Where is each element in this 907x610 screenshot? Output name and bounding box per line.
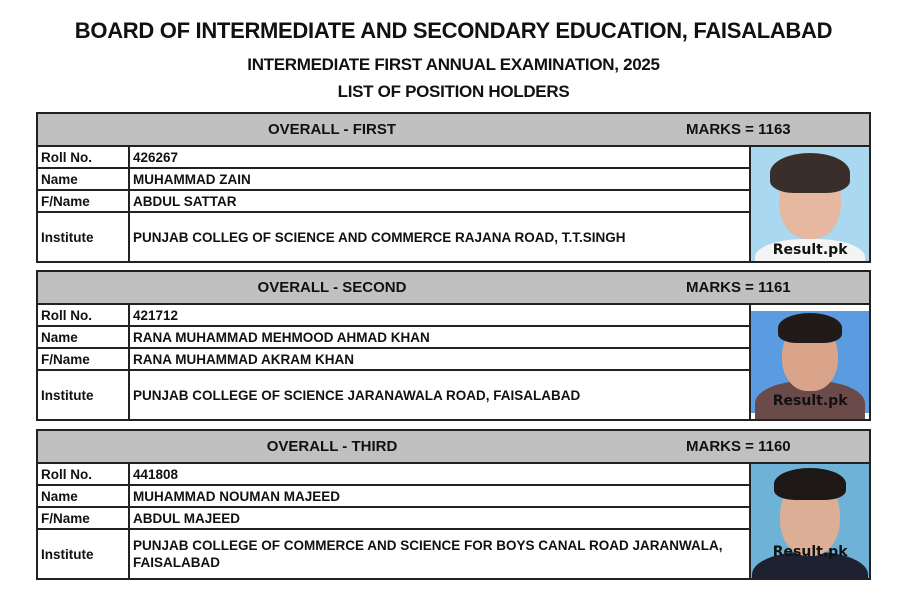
roll-value: 441808 xyxy=(133,466,179,482)
institute-value: PUNJAB COLLEGE OF COMMERCE AND SCIENCE FOR BOYS CANAL ROAD JARANWALA, FAISALABAD xyxy=(133,538,723,570)
fname-row xyxy=(38,508,749,530)
position-header xyxy=(38,272,869,305)
roll-row xyxy=(38,147,749,169)
roll-label: Roll No. xyxy=(38,305,130,325)
fname-row xyxy=(38,349,749,371)
exam-title: INTERMEDIATE FIRST ANNUAL EXAMINATION, 2025 xyxy=(247,55,660,74)
marks: MARKS = 1160 xyxy=(686,438,791,455)
position-card-third xyxy=(36,429,871,580)
position-title: OVERALL - THIRD xyxy=(266,438,398,455)
roll-row xyxy=(38,464,749,486)
marks: MARKS = 1163 xyxy=(686,121,791,138)
institute-row xyxy=(38,213,749,261)
name-value: MUHAMMAD NOUMAN MAJEED xyxy=(133,488,340,504)
roll-label: Roll No. xyxy=(38,464,130,484)
institute-row xyxy=(38,530,749,578)
list-title: LIST OF POSITION HOLDERS xyxy=(337,82,570,101)
position-card-second xyxy=(36,270,871,421)
position-header xyxy=(38,114,869,147)
watermark-text: Result.pk xyxy=(772,242,848,258)
institute-label: Institute xyxy=(38,371,130,419)
name-row xyxy=(38,486,749,508)
institute-value: PUNJAB COLLEG OF SCIENCE AND COMMERCE RAJANA ROAD, T.T.SINGH xyxy=(133,229,626,245)
board-title: BOARD OF INTERMEDIATE AND SECONDARY EDUCATION, FAISALABAD xyxy=(74,18,833,43)
position-title: OVERALL - FIRST xyxy=(267,121,397,138)
name-label: Name xyxy=(38,327,130,347)
name-label: Name xyxy=(38,169,130,189)
roll-value: 426267 xyxy=(133,149,179,165)
fname-value: ABDUL SATTAR xyxy=(133,193,237,209)
fname-label: F/Name xyxy=(38,349,130,369)
roll-value: 421712 xyxy=(133,307,179,323)
name-label: Name xyxy=(38,486,130,506)
student-photo xyxy=(749,147,869,261)
fname-label: F/Name xyxy=(38,508,130,528)
watermark-text: Result.pk xyxy=(772,393,848,409)
name-row xyxy=(38,327,749,349)
roll-row xyxy=(38,305,749,327)
position-card-first xyxy=(36,112,871,263)
fname-label: F/Name xyxy=(38,191,130,211)
student-photo xyxy=(749,305,869,419)
institute-row xyxy=(38,371,749,419)
name-value: RANA MUHAMMAD MEHMOOD AHMAD KHAN xyxy=(133,329,430,345)
institute-label: Institute xyxy=(38,213,130,261)
name-row xyxy=(38,169,749,191)
position-title: OVERALL - SECOND xyxy=(257,279,407,296)
name-value: MUHAMMAD ZAIN xyxy=(133,171,251,187)
fname-row xyxy=(38,191,749,213)
fname-value: ABDUL MAJEED xyxy=(133,510,241,526)
institute-label: Institute xyxy=(38,530,130,578)
institute-value: PUNJAB COLLEGE OF SCIENCE JARANAWALA ROAD, FAISALABAD xyxy=(133,387,581,403)
watermark-text: Result.pk xyxy=(772,544,848,560)
roll-label: Roll No. xyxy=(38,147,130,167)
fname-value: RANA MUHAMMAD AKRAM KHAN xyxy=(133,351,354,367)
marks: MARKS = 1161 xyxy=(686,279,791,296)
student-photo xyxy=(749,464,869,578)
position-header xyxy=(38,431,869,464)
